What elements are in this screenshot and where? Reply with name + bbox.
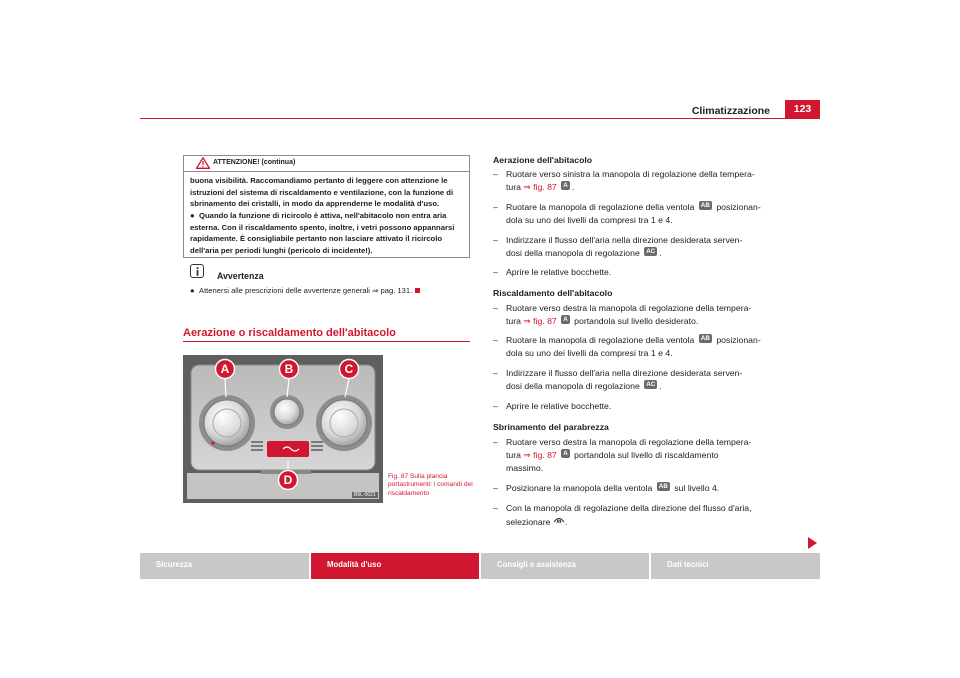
control-tag: AC: [646, 248, 656, 256]
control-tag: AB: [700, 202, 710, 209]
warning-line: buona visibilità. Raccomandiamo pertanto di leggere con attenzione le: [190, 176, 448, 185]
warning-bullet-line: esterna. Con il riscaldamento spento, inoltre, i vetri possono appannarsi: [190, 223, 455, 232]
note-icon: [190, 264, 204, 278]
figure-label-a: A: [220, 362, 230, 376]
step-item: – Indirizzare il flusso dell'aria nella direzione desiderata serven- dosi della manopola di regolazione AC .: [493, 235, 743, 259]
warning-line: istruzioni del sistema di riscaldamento e ventilazione, con la funzione di: [190, 188, 454, 197]
warning-line: sbrinamento dei cristalli, in modo da apprenderne le modalità d'uso.: [190, 199, 440, 208]
figure-reference-link[interactable]: ⇒ fig. 87: [523, 316, 557, 327]
page-number: 123: [785, 100, 820, 118]
warning-title: ATTENZIONE! (continua): [213, 159, 296, 166]
warning-bullet-line: dell'aria per periodi lunghi (pericolo di incidente!).: [190, 246, 373, 255]
step-item: – Ruotare la manopola di regolazione della ventola AB posizionan- dola su uno dei livelli da compresi tra 1 e 4.: [493, 202, 761, 226]
footer-tab-sicurezza[interactable]: Sicurezza: [140, 553, 309, 579]
windshield-defrost-icon: [553, 515, 565, 524]
warning-triangle-icon: [196, 157, 210, 169]
step-item: – Aprire le relative bocchette.: [493, 401, 612, 411]
figure-caption: Fig. 87 Sulla plancia portastrumenti: i comandi del riscaldamento: [388, 473, 473, 497]
bullet-icon: ●: [190, 211, 195, 220]
end-marker-icon: [415, 288, 420, 293]
figure-label-c: C: [344, 362, 354, 376]
footer-tab-modalita-uso[interactable]: Modalità d'uso: [311, 553, 479, 579]
step-item: – Aprire le relative bocchette.: [493, 267, 612, 277]
control-tag: AB: [658, 483, 668, 490]
section-title: Aerazione o riscaldamento dell'abitacolo: [183, 327, 396, 339]
bullet-icon: ●: [190, 286, 195, 295]
figure-reference-link[interactable]: ⇒ fig. 87: [523, 450, 557, 461]
step-item: – Ruotare la manopola di regolazione della ventola AB posizionan- dola su uno dei livelli da compresi tra 1 e 4.: [493, 335, 761, 359]
warning-bullet-line: ● Quando la funzione di ricircolo è attiva, nell'abitacolo non entra aria: [190, 211, 447, 220]
step-item: – Ruotare verso destra la manopola di regolazione della tempera- tura ⇒ fig. 87 A portandola sul livello di riscaldamento massimo.: [493, 437, 752, 474]
footer-tab-dati-tecnici[interactable]: Dati tecnici: [651, 553, 820, 579]
footer-tab-consigli-assistenza[interactable]: Consigli e assistenza: [481, 553, 649, 579]
step-item: – Indirizzare il flusso dell'aria nella direzione desiderata serven- dosi della manopola di regolazione AC .: [493, 368, 743, 392]
heading-aerazione: Aerazione dell'abitacolo: [493, 155, 593, 165]
note-title: Avvertenza: [217, 271, 264, 281]
heading-riscaldamento: Riscaldamento dell'abitacolo: [493, 288, 613, 298]
step-item: – Ruotare verso sinistra la manopola di regolazione della tempera- tura ⇒ fig. 87 A .: [493, 169, 755, 193]
control-tag: AB: [700, 335, 710, 342]
control-tag: AC: [646, 381, 656, 389]
page-header-title: Climatizzazione: [691, 105, 770, 117]
control-tag: A: [563, 316, 568, 324]
figure-label-b: B: [284, 362, 294, 376]
step-item: – Con la manopola di regolazione della direzione del flusso d'aria, selezionare .: [493, 503, 752, 528]
step-item: – Posizionare la manopola della ventola AB sul livello 4.: [493, 483, 720, 493]
next-page-arrow-icon[interactable]: [808, 537, 817, 549]
figure-reference-link[interactable]: ⇒ fig. 87: [523, 182, 557, 193]
warning-bullet-line: rapidamente. È consigliabile pertanto non lasciare attivato il ricircolo: [190, 234, 443, 243]
heading-sbrinamento: Sbrinamento del parabrezza: [493, 422, 609, 432]
step-item: – Ruotare verso destra la manopola di regolazione della tempera- tura ⇒ fig. 87 A portandola sul livello desiderato.: [493, 303, 752, 327]
figure-code: B6L-0021: [354, 492, 376, 498]
control-tag: A: [563, 182, 568, 190]
header-rule: [140, 118, 820, 119]
section-rule: [183, 341, 470, 342]
note-text: ● Attenersi alle prescrizioni delle avvertenze generali ⇒ pag. 131.: [190, 286, 420, 295]
figure-label-d: D: [283, 473, 293, 487]
control-tag: A: [563, 450, 568, 458]
heating-controls-figure: [183, 355, 383, 503]
